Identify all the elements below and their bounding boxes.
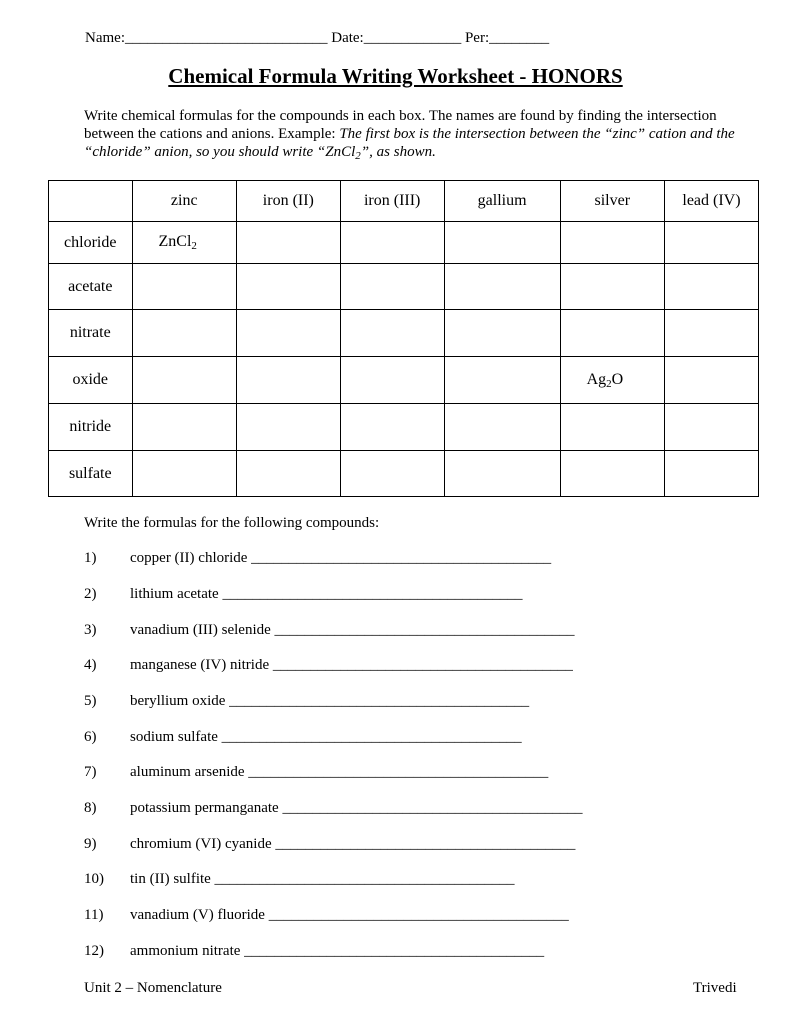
question-item[interactable] [84,871,515,888]
anion-label: nitride [49,404,133,451]
period-label: Per: [464,30,490,46]
question-item[interactable] [84,836,575,853]
cation-header: iron (III) [340,181,444,222]
question-item[interactable] [84,657,573,674]
formula-cell[interactable] [664,222,758,264]
formula-cell[interactable] [132,404,236,451]
cation-header: iron (II) [236,181,340,222]
formula-cell[interactable] [340,451,444,497]
anion-label: oxide [49,357,133,404]
question-item[interactable] [84,907,569,924]
question-number: 2) [84,586,97,602]
instructions [84,107,749,165]
question-number: 3) [84,622,97,638]
formula-cell[interactable] [132,222,236,264]
name-label: Name: [85,30,125,46]
formula-cell[interactable] [444,404,560,451]
formula-cell[interactable] [560,357,664,404]
formula-cell[interactable] [664,404,758,451]
instructions-example: The first box is the intersection between the “zinc” cation and the “chloride” anion, so you should write “ZnCl$_2$”, as shown. [84,126,735,162]
question-text: vanadium (V) fluoride ________________________________________ [130,907,569,923]
date-field[interactable]: _____________ [363,30,462,46]
corner-cell [49,181,133,222]
instructions-text: Write chemical formulas for the compounds in each box. The names are found by finding the intersection between the cations and anions. Example: [84,108,717,142]
question-text: beryllium oxide ________________________________________ [130,693,530,709]
list-heading: Write the formulas for the following compounds: [84,515,380,531]
question-item[interactable] [84,800,582,817]
date-label: Date: [331,30,364,46]
question-item[interactable] [84,622,575,639]
question-number: 5) [84,693,97,709]
formula-cell[interactable] [444,222,560,264]
formula-cell[interactable] [664,264,758,310]
formula-cell[interactable] [132,451,236,497]
footer-unit: Unit 2 – Nomenclature [84,980,222,996]
page-title: Chemical Formula Writing Worksheet - HONORS [168,64,623,88]
question-item[interactable] [84,943,544,960]
name-field[interactable]: ___________________________ [124,30,328,46]
formula-cell[interactable] [664,357,758,404]
formula-cell[interactable] [132,310,236,357]
formula-cell[interactable] [444,357,560,404]
example-formula: $Ag_2O$ [586,370,624,390]
period-field[interactable]: ________ [489,30,550,46]
question-item[interactable] [84,764,548,781]
anion-label: acetate [49,264,133,310]
question-number: 9) [84,836,97,852]
question-number: 10) [84,871,104,887]
question-number: 6) [84,729,97,745]
cation-header: lead (IV) [664,181,758,222]
formula-cell[interactable] [664,451,758,497]
formula-cell[interactable] [132,264,236,310]
formula-cell[interactable] [560,310,664,357]
formula-cell[interactable] [236,357,340,404]
question-text: aluminum arsenide ________________________________________ [130,764,549,780]
formula-cell[interactable] [560,222,664,264]
formula-cell[interactable] [340,222,444,264]
formula-cell[interactable] [664,310,758,357]
question-text: chromium (VI) cyanide ________________________________________ [130,836,576,852]
formula-cell[interactable] [340,310,444,357]
cation-header: gallium [444,181,560,222]
question-text: vanadium (III) selenide ________________________________________ [130,622,575,638]
question-item[interactable] [84,693,529,710]
question-number: 4) [84,657,97,673]
formula-cell[interactable] [132,357,236,404]
anion-label: sulfate [49,451,133,497]
formula-cell[interactable] [560,264,664,310]
formula-cell[interactable] [340,404,444,451]
formula-cell[interactable] [236,222,340,264]
anion-label: chloride [49,222,133,264]
question-item[interactable] [84,550,551,567]
formula-cell[interactable] [444,451,560,497]
question-number: 7) [84,764,97,780]
formula-cell[interactable] [560,404,664,451]
question-item[interactable] [84,729,522,746]
question-number: 1) [84,550,97,566]
formula-cell[interactable] [236,451,340,497]
formula-cell[interactable] [340,264,444,310]
question-text: sodium sulfate ________________________________________ [130,729,522,745]
formula-cell[interactable] [560,451,664,497]
footer-author: Trivedi [693,980,737,996]
example-formula: ZnCl$_2$ [158,233,197,252]
question-item[interactable] [84,586,522,603]
question-text: manganese (IV) nitride ________________________________________ [130,657,573,673]
anion-label: nitrate [49,310,133,357]
question-text: potassium permanganate ________________________________________ [130,800,583,816]
cation-header: silver [560,181,664,222]
cation-header: zinc [132,181,236,222]
formula-cell[interactable] [340,357,444,404]
question-number: 8) [84,800,97,816]
formula-cell[interactable] [236,310,340,357]
question-number: 11) [84,907,104,923]
student-info-line [85,30,549,47]
question-text: tin (II) sulfite ________________________________________ [130,871,515,887]
formula-grid [48,180,759,497]
formula-cell[interactable] [236,404,340,451]
formula-cell[interactable] [444,310,560,357]
question-text: lithium acetate ________________________________________ [130,586,523,602]
question-text: copper (II) chloride ________________________________________ [130,550,552,566]
formula-cell[interactable] [444,264,560,310]
question-number: 12) [84,943,104,959]
formula-cell[interactable] [236,264,340,310]
question-text: ammonium nitrate ________________________________________ [130,943,545,959]
